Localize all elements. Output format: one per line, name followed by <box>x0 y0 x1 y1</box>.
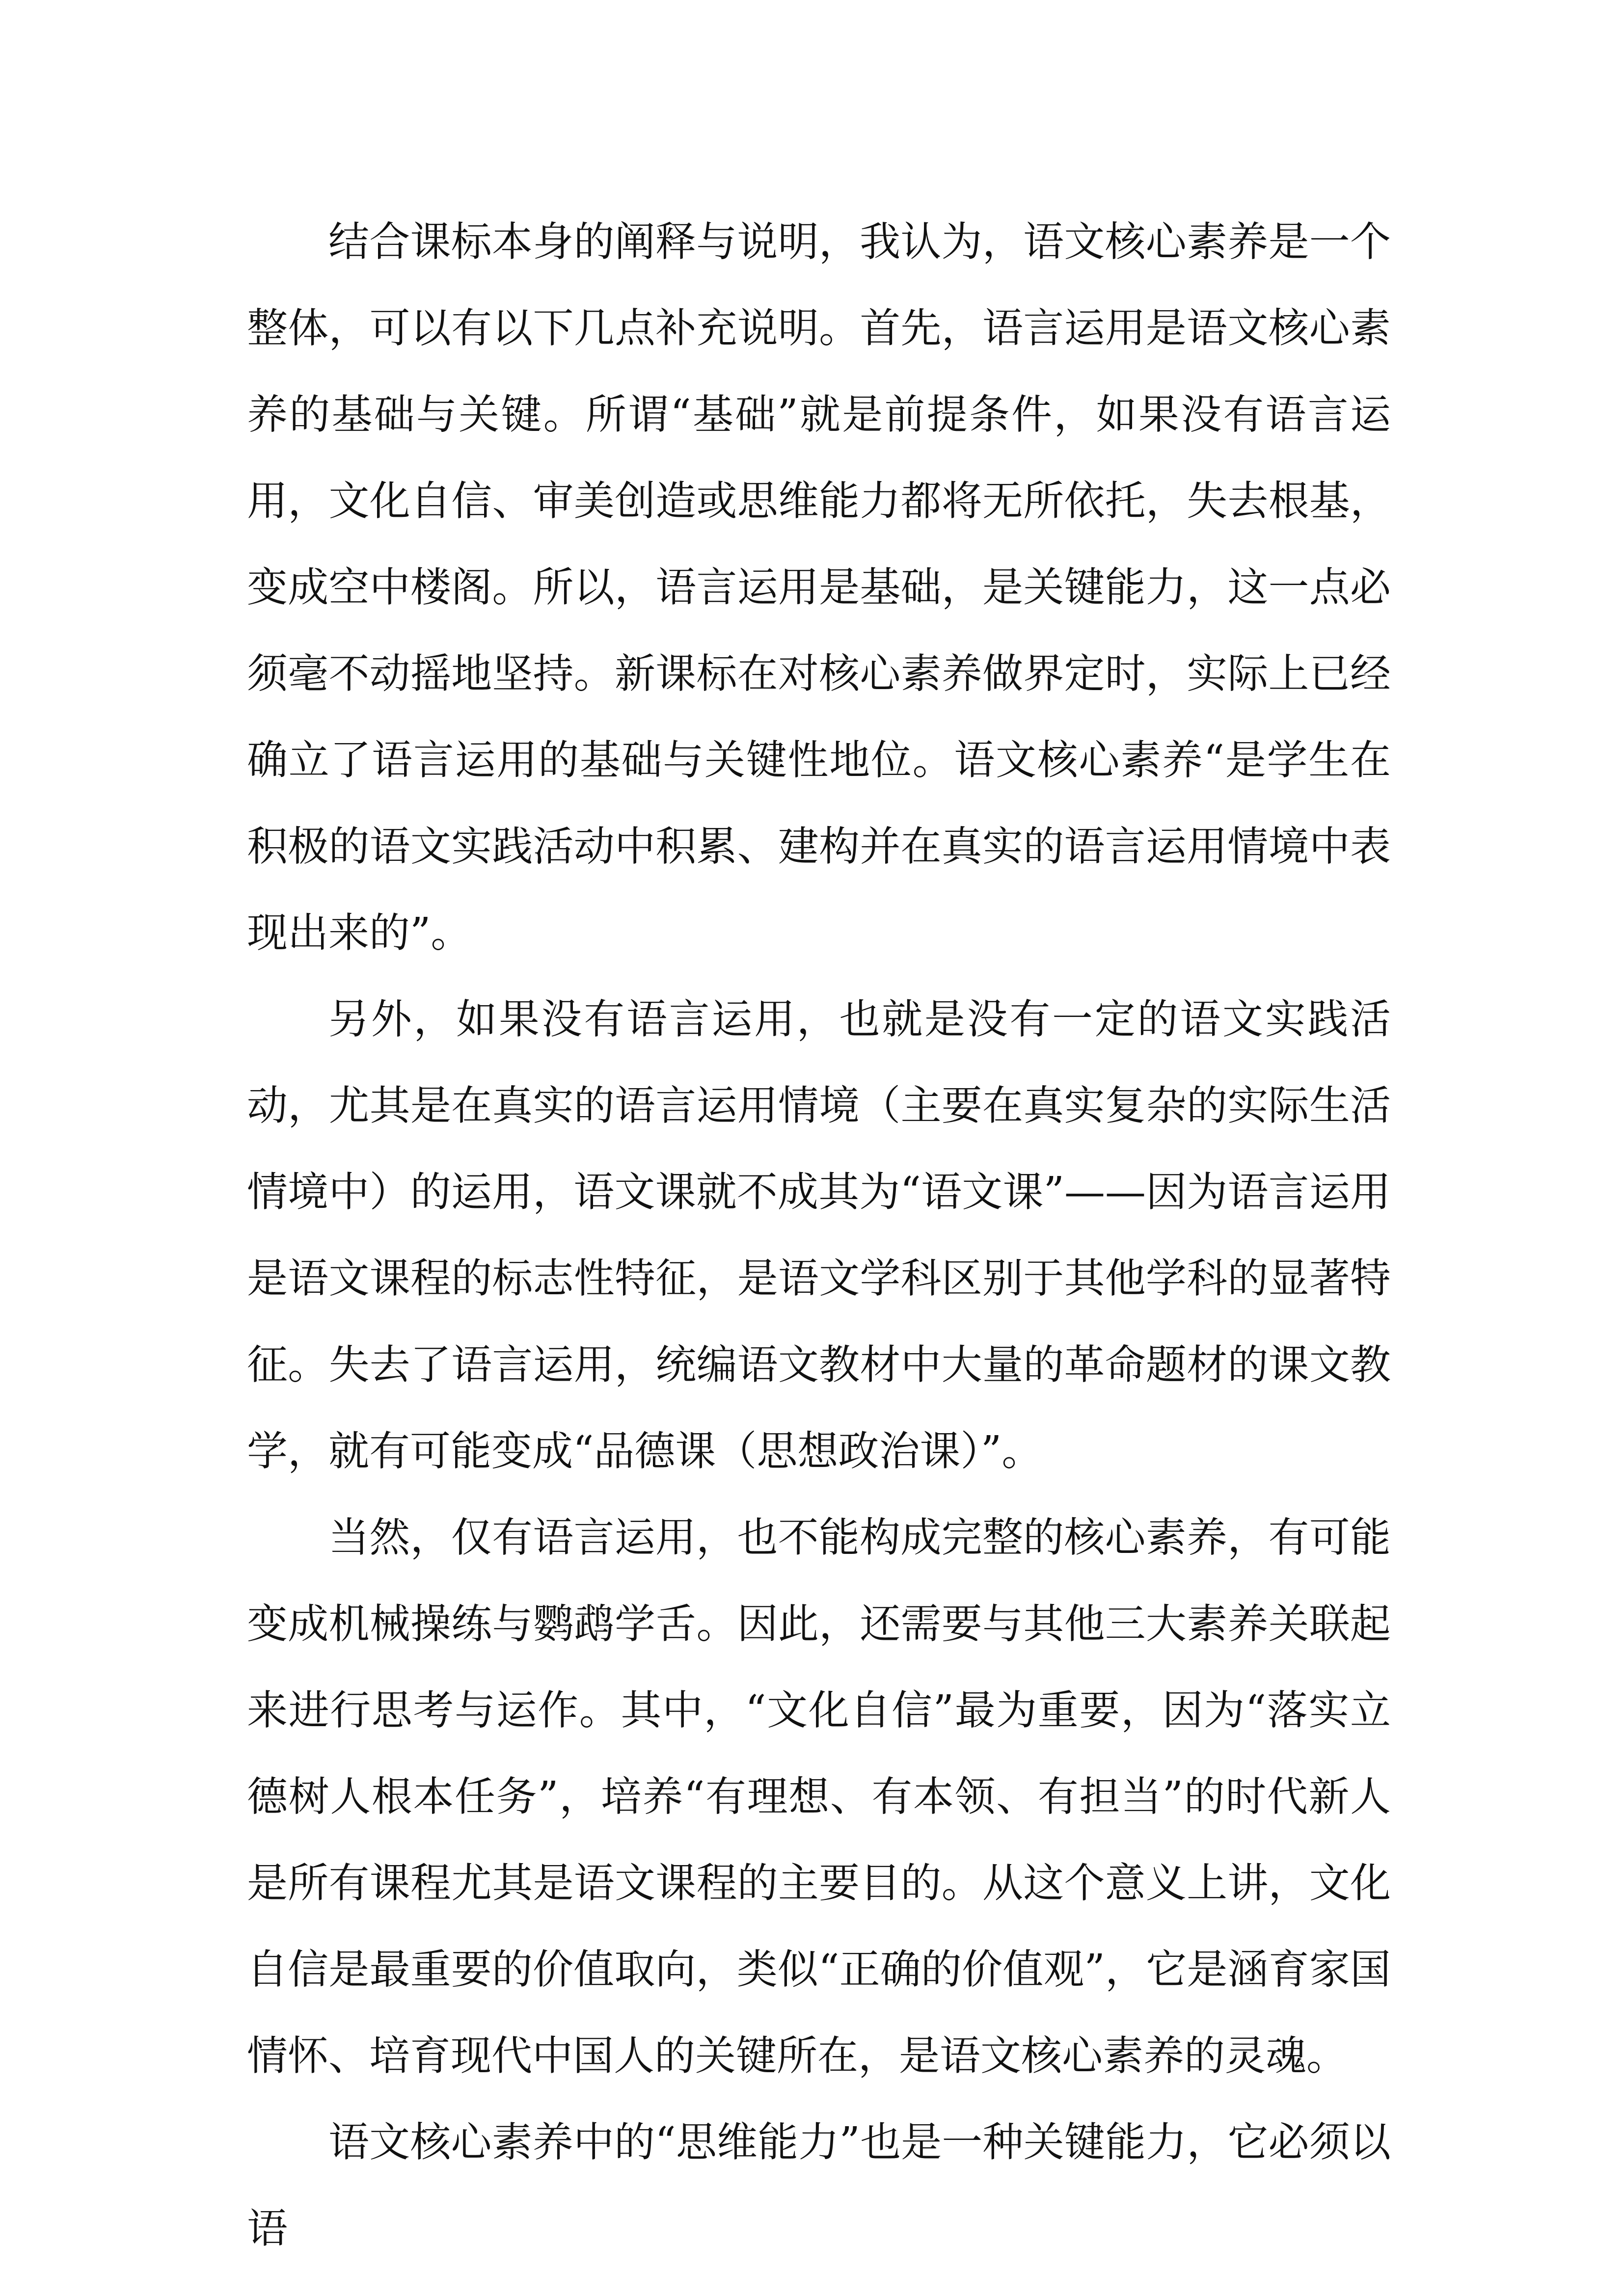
paragraph-language-practice: 另外，如果没有语言运用，也就是没有一定的语文实践活动，尤其是在真实的语言运用情境（主要在真实复杂的实际生活情境中）的运用，语文课就不成其为“语文课”——因为语言运用是语文课程的标志性特征，是语文学科区别于其他学科的显著特征。失去了语言运用，统编语文教材中大量的革命题材的课文教学，就有可能变成“品德课（思想政治课）”。 <box>247 995 1391 1475</box>
paragraph-core-literacy-whole: 结合课标本身的阐释与说明，我认为，语文核心素养是一个整体，可以有以下几点补充说明。首先，语言运用是语文核心素养的基础与关键。所谓“基础”就是前提条件，如果没有语言运用，文化自信、审美创造或思维能力都将无所依托，失去根基，变成空中楼阁。所以，语言运用是基础，是关键能力，这一点必须毫不动摇地坚持。新课标在对核心素养做界定时，实际上已经确立了语言运用的基础与关键性地位。语文核心素养“是学生在积极的语文实践活动中积累、建构并在真实的语言运用情境中表现出来的”。 <box>247 218 1391 957</box>
paragraph-cultural-confidence: 当然，仅有语言运用，也不能构成完整的核心素养，有可能变成机械操练与鹦鹉学舌。因此，还需要与其他三大素养关联起来进行思考与运作。其中，“文化自信”最为重要，因为“落实立德树人根本任务”，培养“有理想、有本领、有担当”的时代新人是所有课程尤其是语文课程的主要目的。从这个意义上讲，文化自信是最重要的价值取向，类似“正确的价值观”，它是涵育家国情怀、培育现代中国人的关键所在，是语文核心素养的灵魂。 <box>247 1514 1391 2080</box>
document-body <box>247 199 1391 2272</box>
paragraph-thinking-ability: 语文核心素养中的“思维能力”也是一种关键能力，它必须以语 <box>247 2118 1391 2252</box>
